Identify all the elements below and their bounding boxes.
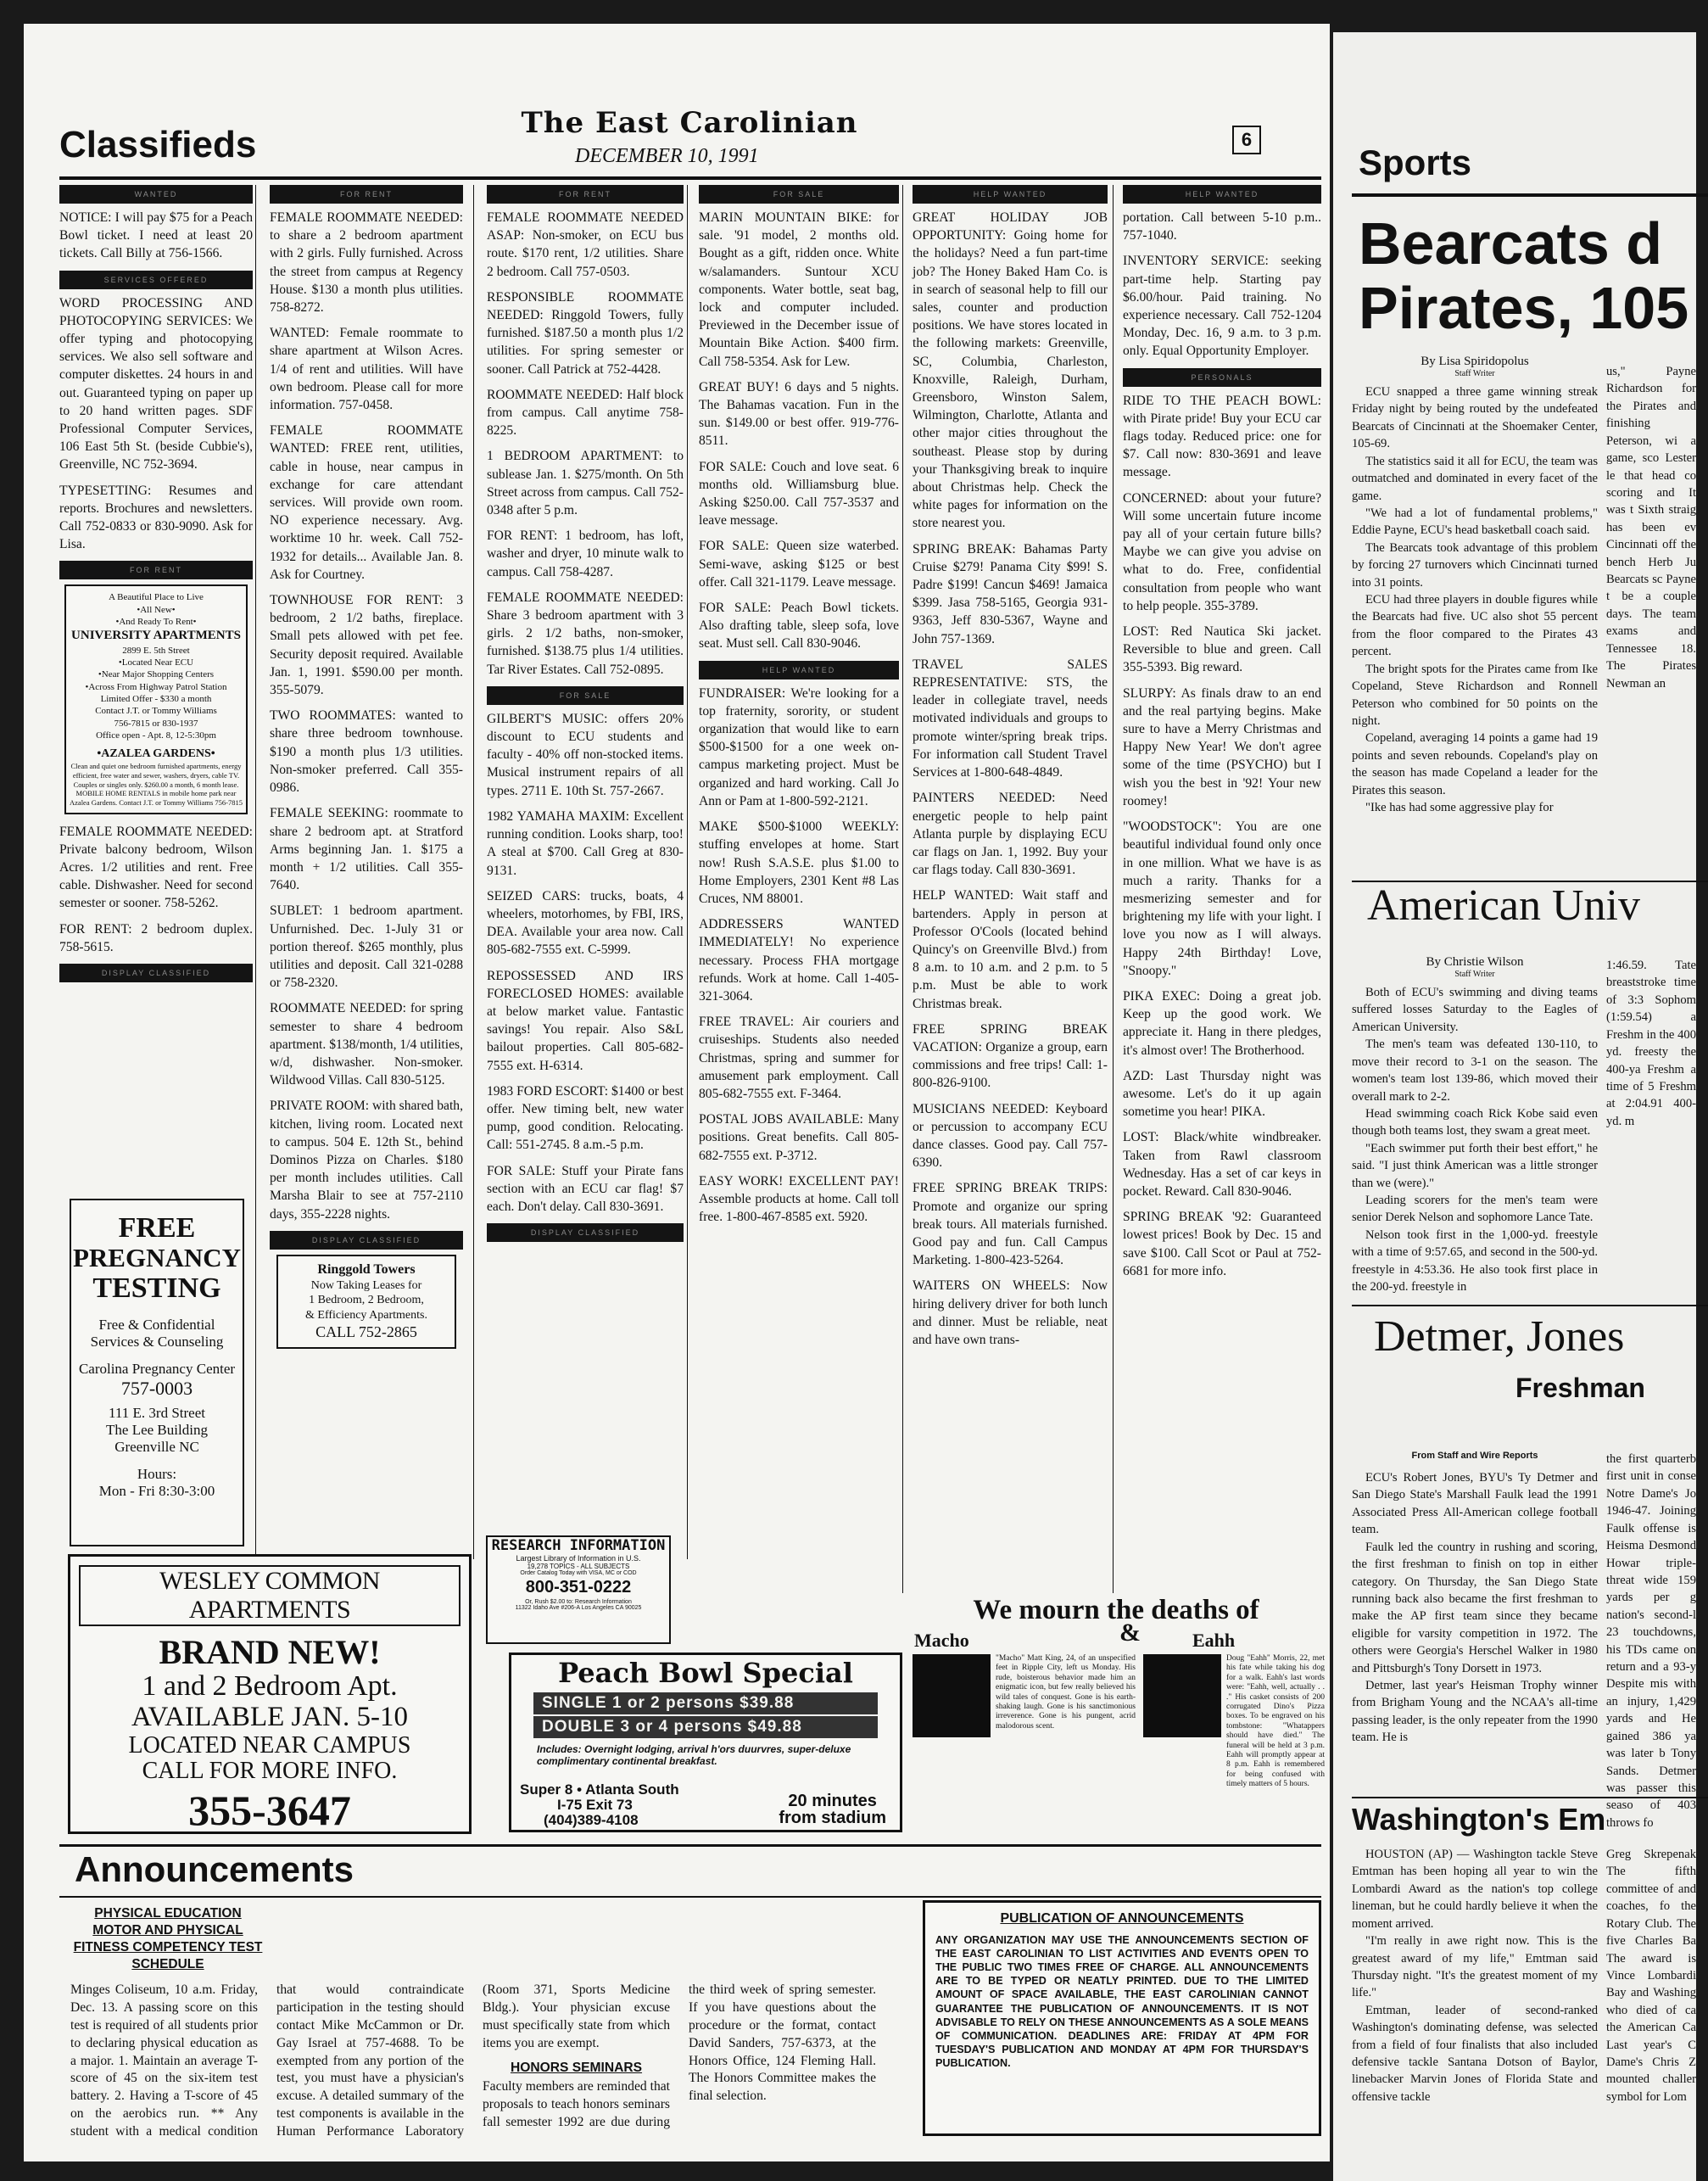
ad-title: Ringgold Towers (317, 1261, 416, 1277)
classified-ad: POSTAL JOBS AVAILABLE: Many positions. Great benefits. Call 805-682-7555 ext. P-3712. (699, 1112, 899, 1163)
byline: From Staff and Wire Reports (1411, 1451, 1538, 1461)
bearcats-story-continued: us," Payne Richardson for the Pirates and finishing Peterson, wi a game, sco Lester le that head co scoring and It was t Sixth straig has been ev Cincinnati off the bench Herb Ju Bearcats sc Payne t be a couple days. The team exams and Tennessee 18. The Pirates Newman an (1606, 365, 1696, 691)
mourn-ampersand: & (1119, 1619, 1141, 1647)
paragraph: "Ike has had some aggressive play for (1365, 801, 1554, 815)
ad-line: & Efficiency Apartments. (305, 1308, 427, 1322)
classified-ad: PAINTERS NEEDED: Need energetic people to help paint Atlanta purple by displaying ECU car flags on Jan. 1, 1992. Buy your car flags today. Call 830-3691. (913, 791, 1108, 878)
ad-line: Greenville NC (114, 1438, 199, 1455)
column-divider (1113, 185, 1114, 1593)
ad-phone: 757-0003 (120, 1377, 193, 1399)
mourn-text-macho: "Macho" Matt King, 24, of an unspecified feet in Ripple City, left us Monday. His rude, boisterous behavior made him an enigmatic icon, but few really believed his wild tales of conquest. Gone is his earth-shaking laugh. Gone is his sanctimonious irreverence. Gone is his pungent, acrid malodorous scent. (996, 1654, 1136, 1731)
announcements-rule (59, 1844, 1321, 1847)
classified-ad: AZD: Last Thursday night was awesome. Let's do it up again sometime you hear! PIKA. (1123, 1068, 1321, 1120)
sports-page (1333, 32, 1696, 2181)
paragraph: Faulk led the country in rushing and scoring, the first freshman to finish on top in either category. On Thursday, the San Diego State running back also became the first freshman to make the AP first team since they became eligible for varsity competition in 1972. The others were Georgia's Herschel Walker in 1980 and Pittsburgh's Tony Dorsett in 1973. (1352, 1540, 1598, 1675)
ad-line: LOCATED NEAR CAMPUS (128, 1731, 411, 1759)
masthead: The East Carolinian (521, 106, 858, 140)
headline-line: Pirates, 105 (1359, 274, 1689, 341)
column-2 (270, 185, 463, 1542)
ad-phone: CALL 752-2865 (315, 1323, 417, 1341)
bar-help-wanted: HELP WANTED (1123, 185, 1321, 204)
bar-for-rent: FOR RENT (270, 185, 463, 204)
paragraph: Leading scorers for the men's team were senior Derek Nelson and sophomore Lance Tate. (1352, 1194, 1598, 1225)
ad-line: 2899 E. 5th Street (122, 645, 190, 656)
classified-ad: ADDRESSERS WANTED IMMEDIATELY! No experience necessary. Process FHA mortgage refunds. Work at home. Call 1-405-321-3064. (699, 917, 899, 1004)
story-text (1352, 1469, 1598, 1826)
paragraph: Head swimming coach Rick Kobe said even though both teams lost, they swam a great meet. (1352, 1106, 1598, 1138)
ad-line: AVAILABLE JAN. 5-10 (131, 1702, 409, 1733)
ad-line: •Located Near ECU (118, 657, 194, 668)
paragraph: The men's team was defeated 130-110, to move their record to 3-1 on the season. The women's team lost 139-86, which moved their overall mark to 2-2. (1352, 1037, 1598, 1104)
mourn-right-name: Eahh (1192, 1630, 1236, 1651)
sports-rule (1352, 1305, 1708, 1306)
paragraph: The statistics said it all for ECU, the team was outmatched and dominated in every facet of the game. (1352, 454, 1598, 503)
bar-for-rent: FOR RENT (487, 185, 684, 204)
ad-line: 1 and 2 Bedroom Apt. (142, 1670, 398, 1702)
sports-section-title: Sports (1359, 143, 1472, 182)
classified-ad: CONCERNED: about your future? Will some uncertain future income pay all of your certain future bills? Maybe we can give you advise on what to do. Free, confidential consultation from people who want to help people. 355-3789. (1123, 490, 1321, 613)
classified-ad: GREAT BUY! 6 days and 5 nights. The Bahamas vacation. Fun in the sun. $149.00 or best offer. 919-776-8511. (699, 379, 899, 449)
ad-line: Order Catalog Today with VISA, MC or COD (520, 1570, 637, 1576)
column-divider (902, 185, 903, 1593)
ad-phone: 355-3647 (188, 1787, 351, 1835)
ad-line: Now Taking Leases for (310, 1278, 422, 1292)
paragraph: Both of ECU's swimming and diving teams suffered losses Saturday to the Eagles of American University. (1352, 986, 1598, 1034)
bar-personals: PERSONALS (1123, 368, 1321, 387)
bar-display-classified: DISPLAY CLASSIFIED (270, 1231, 463, 1250)
classified-ad: RIDE TO THE PEACH BOWL: with Pirate pride! Buy your ECU car flags today. Reduced price: one for $7. Call now: 830-3691 and leave message. (1123, 393, 1321, 480)
ad-line: The Lee Building (106, 1421, 208, 1438)
ad-line: 1 Bedroom, 2 Bedroom, (309, 1294, 424, 1307)
headline-detmer: Detmer, Jones (1374, 1312, 1625, 1361)
classified-ad: MARIN MOUNTAIN BIKE: for sale. '91 model, 2 months old. Bought as a gift, ridden once. White w/salamanders. Suntour XCU components. Water bottle, seat bag, lock and computer included. Previewed in the December issue of Mountain Bike Action. $400 firm. Call 758-5354. Ask for Lew. (699, 210, 899, 369)
honors-text: Faculty members are reminded that proposals to teach honors seminars fall semester 1992 are due during the third week of spring semester. If you have questions about the procedure or the format, contact David Sanders, 757-6373, at the Honors Office, 124 Fleming Hall. The Honors Committee makes the final selection. (483, 1982, 876, 2130)
ad-line: Super 8 • Atlanta South (520, 1781, 679, 1798)
ad-title: WESLEY COMMON APARTMENTS (79, 1565, 460, 1626)
mourn-left-name: Macho (914, 1630, 969, 1651)
pregnancy-testing-ad (70, 1199, 244, 1546)
paragraph: Copeland, averaging 14 points a game had 19 points and seven rebounds. Copeland's play on the season has made Copeland a leader for the Pirates this season. (1352, 731, 1598, 797)
classified-ad: WAITERS ON WHEELS: Now hiring delivery driver for both lunch and dinner. Must be reliable, neat and have own trans- (913, 1278, 1108, 1347)
ad-line: 11322 Idaho Ave #206-A Los Angeles CA 90025 (515, 1605, 642, 1611)
classified-ad: TWO ROOMMATES: wanted to share three bedroom townhouse. $190 a month plus 1/3 utilities. Non-smoker preferred. Call 355-0986. (270, 708, 463, 796)
publication-text: ANY ORGANIZATION MAY USE THE ANNOUNCEMENTS SECTION OF THE EAST CAROLINIAN TO LIST ACTIVITIES AND EVENTS OPEN TO THE PUBLIC TWO TIMES FREE OF CHARGE. ALL ANNOUNCEMENTS ARE TO BE TYPED OR NEATLY PRINTED. DUE TO THE LIMITED AMOUNT OF SPACE AVAILABLE, THE EAST CAROLINIAN CANNOT GUARANTEE THE PUBLICATION OF ANNOUNCEMENTS. IT IS NOT ADVISABLE TO RELY ON THESE ANNOUNCEMENTS AS A SOLE MEANS OF COMMUNICATION. DEADLINES ARE: FRIDAY AT 4PM FOR TUESDAY'S PUBLICATION AND MONDAY AT 4PM FOR THURSDAY'S PUBLICATION. (935, 1934, 1309, 2069)
announcements-body (70, 1982, 876, 2151)
paragraph: HOUSTON (AP) — Washington tackle Steve Emtman has been hoping all year to win the Lombardi Award as the nation's top college lineman, but he could hardly believe it when the moment arrived. (1352, 1848, 1598, 1931)
ad-line: Limited Offer - $330 a month (100, 694, 212, 705)
detmer-story-continued: the first quarterb first unit in conse Notre Dame's Jo 1946-47. Joining Faulk offense is Heisma Desmond Howar triple-threat wide 159 yards per g nation's second-l 23 touchdowns, his TDs came on return and a 93-y Despite mis with an injury, 1,429 yards and He gained 386 ya was later b Tony Sands. Detmer was passer this seaso of 403 throws fo (1606, 1452, 1696, 1830)
ad-line: 20 minutes (788, 1792, 877, 1810)
announcements-title: Announcements (75, 1849, 354, 1889)
swimming-story (1352, 955, 1598, 1345)
ad-phone: 800-351-0222 (525, 1578, 632, 1597)
classified-ad: FUNDRAISER: We're looking for a top fraternity, sorority, or student organization that would like to earn $500-$1500 for a one week on-campus marketing project. Must be organized and hard working. Call Jo Ann or Pam at 1-800-592-2121. (699, 685, 899, 808)
classified-ad: SEIZED CARS: trucks, boats, 4 wheelers, motorhomes, by FBI, IRS, DEA. Available your area now. Call 805-682-7555 ext. C-5999. (487, 888, 684, 958)
macho-photo (913, 1654, 991, 1737)
classified-ad: INVENTORY SERVICE: seeking part-time help. Starting pay $6.00/hour. Paid training. No experience necessary. Call 752-1204 Monday, Dec. 16, 9 a.m. to 3 p.m. only. Equal Opportunity Employer. (1123, 254, 1321, 359)
ad-line: BRAND NEW! (159, 1633, 381, 1671)
classified-ad: FREE SPRING BREAK VACATION: Organize a group, earn commissions and free trips! Call: 1-800-826-9100. (913, 1021, 1108, 1091)
classified-ad: 1983 FORD ESCORT: $1400 or best offer. New timing belt, new water pump, good condition. Relocating. Call: 551-2745. 8 a.m.-5 p.m. (487, 1083, 684, 1153)
bar-display-classified: DISPLAY CLASSIFIED (487, 1223, 684, 1242)
byline: By Lisa Spiridopolus (1421, 355, 1529, 368)
issue-date: DECEMBER 10, 1991 (575, 145, 759, 167)
ad-line: 756-7815 or 830-1937 (114, 718, 198, 729)
ad-title: RESEARCH INFORMATION (491, 1537, 666, 1554)
classified-ad: FOR RENT: 2 bedroom duplex. 758-5615. (59, 921, 253, 954)
ad-line: A Beautiful Place to Live (109, 592, 204, 603)
column-5 (913, 185, 1108, 1593)
headline-bearcats (1359, 212, 1688, 340)
ad-line: I-75 Exit 73 (557, 1796, 633, 1813)
bar-wanted: WANTED (59, 185, 253, 204)
paragraph: ECU had three players in double figures while the Bearcats had five. UC also shot 55 percent from the floor compared to the Pirates 43 percent. (1352, 593, 1598, 659)
paragraph: "We had a lot of fundamental problems," Eddie Payne, ECU's head basketball coach said. (1352, 506, 1598, 538)
bar-help-wanted: HELP WANTED (913, 185, 1108, 204)
page-number: 6 (1232, 126, 1261, 154)
ad-line: Mon - Fri 8:30-3:00 (98, 1482, 215, 1499)
ad-title: UNIVERSITY APARTMENTS (71, 629, 241, 643)
story-text (1352, 383, 1598, 901)
ad-title: •AZALEA GARDENS• (97, 747, 215, 761)
bar-for-rent: FOR RENT (59, 561, 253, 579)
classified-ad: FREE TRAVEL: Air couriers and cruiseships. Students also needed Christmas, spring and summer for amusement park employment. Call 805-682-7555 ext. F-3464. (699, 1015, 899, 1101)
ad-title: Peach Bowl Special (558, 1657, 853, 1689)
classified-ad: FEMALE ROOMMATE NEEDED: Share 3 bedroom apartment with 3 girls. 2 1/2 baths, non-smoker, furnished. $138.75 plus 1/4 utilities. Tar River Estates. Call 752-0895. (487, 590, 684, 677)
classified-ad: LOST: Black/white windbreaker. Taken from Rawl classroom Wednesday. Has a set of car keys in pocket. Reward. Call 830-9046. (1123, 1130, 1321, 1199)
classified-ad: MAKE $500-$1000 WEEKLY: stuffing envelopes at home. Start now! Rush S.A.S.E. plus $1.00 to Home Employers, 2301 Kent #8 Las Cruces, NM 88001. (699, 819, 899, 906)
classified-ad: "WOODSTOCK": You are one beautiful individual found only once in one million. What we have is as much a rarity. Thanks for a mesmerizing semester and for brightening my life with your light. I love you now as I will always. Happy 24th Birthday! Love, "Snoopy." (1123, 819, 1321, 978)
publication-notice (923, 1900, 1321, 2136)
headline-line: Bearcats d (1359, 210, 1662, 277)
classified-ad: FOR SALE: Stuff your Pirate fans section with an ECU car flag! $7 each. Don't delay. Call 830-3691. (487, 1163, 684, 1214)
classified-ad: FEMALE ROOMMATE WANTED: FREE rent, utilities, cable in house, near campus in exchange for care attendant services. Will provide own room. NO experience necessary. Avg. worktime 10 hr. week. Call 752-1932 for details... Available Jan. 8. Ask for Courtney. (270, 423, 463, 582)
ad-price-single: SINGLE 1 or 2 persons $39.88 (533, 1692, 878, 1714)
ad-line: 19,278 TOPICS - ALL SUBJECTS (527, 1563, 630, 1570)
classified-ad: FREE SPRING BREAK TRIPS: Promote and organize our spring break tours. All materials furnished. Good pay and fun. Call Campus Marketing. 1-800-423-5264. (913, 1181, 1108, 1268)
classified-ad: PRIVATE ROOM: with shared bath, kitchen, living room. Located next to campus. 504 E. 12th St., behind Dominos Pizza on Charles. $180 per month includes utilities. Call Marsha Blair to see at 757-2110 days, 355-2228 nights. (270, 1099, 463, 1222)
paragraph: The Bearcats took advantage of this problem by forcing 27 turnovers which Cincinnati turned into 31 points. (1352, 540, 1598, 590)
paragraph: Nelson took first in the 1,000-yd. freestyle with a time of 9:57.65, and second in the 500-yd. freestyle in 4:53.36. He also took first place in the 200-yd. freestyle in (1352, 1228, 1598, 1295)
classified-ad: SPRING BREAK: Bahamas Party Cruise $279! Panama City $99! S. Padre $199! Cancun $469! Jamaica $399. Jasa 758-5165, Georgia 931-9363, Jeff 830-5367, Wayne and John 757-1369. (913, 541, 1108, 646)
classified-ad: TOWNHOUSE FOR RENT: 3 bedroom, 2 1/2 baths, fireplace. Small pets allowed with pet fee. Security deposit required. Available Jan. 1, 1991. $590.00 per month. 355-5079. (270, 593, 463, 698)
classified-ad: WANTED: Female roommate to share apartment at Wilson Acres. 1/4 of rent and utilities. Will have own bedroom. Please call for more information. 757-0458. (270, 326, 463, 413)
mourn-text-eahh: Doug "Eahh" Morris, 22, met his fate while taking his dog for a walk. Eahh's last words were: "Eahh, well, actually . . ." His casket consists of 200 corrugated Dino's Pizza boxes. To be engraved on his tombstone: "Whatappers should have died." The funeral will be held at 3 p.m. Eahh will promptly appear at 8 p.m. Eahh is remembered for being confused with timely matters of 5 hours. (1226, 1654, 1325, 1789)
column-3 (487, 185, 684, 1525)
classified-ad: 1 BEDROOM APARTMENT: to sublease Jan. 1. $275/month. On 5th Street across from campus. Call 752-0348 after 5 p.m. (487, 449, 684, 518)
announcements-rule-2 (59, 1896, 1321, 1898)
classified-ad: SLURPY: As finals draw to an end and the real partying begins. Make sure to have a Merry Christmas and Happy New Year! We don't agree some of the time (PSYCHO) but I wish you the best in '92! Your new roomey! (1123, 685, 1321, 808)
mourn-title: We mourn the deaths of (973, 1595, 1259, 1625)
ad-line: Hours: (137, 1465, 177, 1482)
classified-ad: TRAVEL SALES REPRESENTATIVE: STS, the leader in collegiate travel, needs motivated individuals and groups to promote winter/spring break trips. For information call Student Travel Services at 1-800-648-4849. (913, 657, 1108, 780)
ad-line: Office open - Apt. 8, 12-5:30pm (96, 730, 216, 741)
ad-price-double: DOUBLE 3 or 4 persons $49.88 (533, 1716, 878, 1738)
paragraph: ECU's Robert Jones, BYU's Ty Detmer and San Diego State's Marshall Faulk lead the 1991 Associated Press All-American college football team. (1352, 1471, 1598, 1537)
sports-rule (1352, 1797, 1708, 1798)
paragraph: "Each swimmer put forth their best effort," he said. "I just think American was a little stronger than we (were)." (1352, 1141, 1598, 1190)
classified-ad: FOR SALE: Couch and love seat. 6 months old. Williamsburg blue. Asking $250.00. Call 757-3537 and leave message. (699, 459, 899, 528)
university-apartments-ad (64, 584, 248, 814)
classified-ad: FEMALE SEEKING: roommate to share 2 bedroom apt. at Stratford Arms beginning Jan. 1. $175 a month + 1/2 utilities. Call 355-7640. (270, 806, 463, 893)
ad-phone: (404)389-4108 (544, 1811, 639, 1828)
ad-line: •All New• (137, 604, 176, 615)
ad-line: 111 E. 3rd Street (109, 1404, 205, 1421)
classified-ad: HELP WANTED: Wait staff and bartenders. Apply in person at Professor O'Cools (located behind Quincy's on Greenville Blvd.) from 8 a.m. to 10 a.m. and 2 p.m. to 5 p.m. Must be able to work Christmas break. (913, 888, 1108, 1011)
sports-rule (1352, 193, 1708, 197)
ad-title: TESTING (92, 1272, 221, 1305)
ad-line: Clean and quiet one bedroom furnished apartments, energy efficient, free water and sewer, washers, dryers, cable TV. Couples or singles only. $260.00 a month, 6 month lease. MOBILE HOME RENTALS in mobile home park near Azalea Gardens. Contact J.T. or Tommy Williams 756-7815 (70, 762, 243, 807)
bar-for-sale: FOR SALE (487, 686, 684, 705)
story-text (1352, 984, 1598, 1340)
byline-title: Staff Writer (1454, 369, 1495, 378)
classified-ad: ROOMMATE NEEDED: for spring semester to share 4 bedroom apartment. $138/month, 1/4 utilities, w/d, dishwasher. Non-smoker. Wildwood Villas. Call 830-5125. (270, 1001, 463, 1088)
subheadline-freshman: Freshman (1515, 1373, 1645, 1403)
ad-line: Contact J.T. or Tommy Williams (95, 706, 217, 717)
classified-ad: WORD PROCESSING AND PHOTOCOPYING SERVICES: We offer typing and photocopying services. We also sell software and computer diskettes. 24 hours in and out. Guaranteed typing on paper up to 20 hand written pages. SDF Professional Computer Services, 106 East 5th St. (beside Cubbie's), Greenville, NC 752-3694. (59, 295, 253, 473)
classified-ad: 1982 YAMAHA MAXIM: Excellent running condition. Looks sharp, too! A steal at $700. Call Greg at 830-9131. (487, 808, 684, 878)
classified-ad: FOR SALE: Peach Bowl tickets. Also drafting table, sleep sofa, love seat. Must sell. Call 830-9046. (699, 601, 899, 652)
classifieds-page (24, 24, 1330, 2161)
bearcats-story (1352, 355, 1598, 898)
column-divider (687, 185, 688, 1559)
headline-washington: Washington's Em (1352, 1802, 1606, 1837)
classified-ad: FOR SALE: Queen size waterbed. Semi-wave, asking $125 or best offer. Call 321-1179. Leave message. (699, 539, 899, 590)
column-4 (699, 185, 899, 1585)
bar-display-classified: DISPLAY CLASSIFIED (59, 964, 253, 982)
classified-ad: LOST: Red Nautica Ski jacket. Reversible to blue and green. Call 355-5393. Big reward. (1123, 624, 1321, 675)
ad-line: •Near Major Shopping Centers (98, 669, 215, 680)
classified-ad: FOR RENT: 1 bedroom, has loft, washer and dryer, 10 minute walk to campus. Call 758-4287. (487, 528, 684, 579)
classified-ad: MUSICIANS NEEDED: Keyboard or percussion to accompany ECU dance classes. Good pay. Call 757-6390. (913, 1101, 1108, 1171)
pe-text: Minges Coliseum, 10 a.m. Friday, Dec. 13. A passing score on this test is required of all students prior to declaring physical education as a major. 1. Maintain an average T-score of 45 on the six-item test battery. 2. Having a T-score of 45 on the aerobics run. ** Any student with a medical condition that would contraindicate participation in the testing should contact Mike McCammon or Dr. Gay Israel at 757-4688. To be exempted from any portion of the test, you must have a physician's excuse. A detailed summary of the test components is available in the Human Performance Laboratory (Room 371, Sports Medicine Bldg.). Your physician excuse must specifically state from which items you are exempt. (70, 1982, 670, 2139)
paragraph: ECU snapped a three game winning streak Friday night by being routed by the undefeated Bearcats of Cincinnati at the Shoemaker Center, 105-69. (1352, 385, 1598, 451)
headline-american: American Univ (1367, 881, 1641, 930)
classified-ad: NOTICE: I will pay $75 for a Peach Bowl ticket. I need at least 20 tickets. Call Billy at 756-1566. (59, 210, 253, 261)
classified-ad: SUBLET: 1 bedroom apartment. Unfurnished. Dec. 1-July 31 or portion thereof. $265 monthly, plus utilities and deposit. Call 321-0288 or 758-2320. (270, 903, 463, 991)
classified-ad: SPRING BREAK '92: Guaranteed lowest prices! Book by Dec. 15 and save $100. Call Scot or Paul at 752-6681 for more info. (1123, 1210, 1321, 1278)
publication-heading: PUBLICATION OF ANNOUNCEMENTS (1000, 1911, 1244, 1926)
ad-line: Largest Library of Information in U.S. (516, 1554, 641, 1563)
emtman-story (1352, 1846, 1598, 2181)
paragraph: Detmer, last year's Heisman Trophy winner from Brigham Young and the NCAA's all-time passing leader, is the only repeater from the 1990 team. He is (1352, 1679, 1598, 1745)
emtman-story-continued: Greg Skrepenak The fifth committee of and coaches, fo the Rotary Club. The five Charles Ba The award is Vince Lombardi Bay and Washing who died of ca the American Ca Last year's C Dame's Chris Z mounted challer symbol for Lom (1606, 1848, 1696, 2104)
header-rule (59, 176, 1321, 180)
ad-line: CALL FOR MORE INFO. (142, 1758, 398, 1785)
research-information-ad (486, 1535, 671, 1644)
paragraph: "I'm really in awe right now. This is the greatest award of my life," Emtman said Thursday night. "It's the greatest moment of my life." (1352, 1934, 1598, 2000)
bar-help-wanted: HELP WANTED (699, 661, 899, 679)
column-divider (473, 185, 474, 1559)
ad-title: FREE (118, 1212, 196, 1244)
section-title: Classifieds (59, 124, 257, 165)
swimming-story-continued: 1:46.59. Tate breaststroke time of 3:3 Sophom (1:59.54) a Freshm in the 400 yd. freesty the 400-ya Freshm a time of 5 Freshm at 2:04.91 400-yd. m (1606, 959, 1696, 1128)
ad-line: •And Ready To Rent• (115, 617, 197, 628)
ad-line: Or, Rush $2.00 to: Research Information (525, 1599, 632, 1605)
classified-ad: EASY WORK! EXCELLENT PAY! Assemble products at home. Call toll free. 1-800-467-8585 ext. 5920. (699, 1173, 899, 1225)
pe-heading: PHYSICAL EDUCATION MOTOR AND PHYSICAL FITNESS COMPETENCY TEST SCHEDULE (73, 1906, 263, 1972)
ad-line: Carolina Pregnancy Center (78, 1360, 236, 1377)
ad-line: Includes: Overnight lodging, arrival h'ors duurvres, super-deluxe complimentary continental breakfast. (537, 1743, 851, 1768)
ad-line: •Across From Highway Patrol Station (85, 681, 227, 692)
classified-ad: GREAT HOLIDAY JOB OPPORTUNITY: Going home for the holidays? Need a fun part-time job? The Honey Baked Ham Co. is in search of seasonal help to fill our sales, counter and production positions. We have stores located in the following markets: Greenville, SC, Columbia, Charleston, Knoxville, Raleigh, Durham, Greensboro, Winston Salem, Wilmington, Charlotte, Atlanta and other major cities throughout the southeast. Please stop by during your Thanksgiving break to inquire about Christmas help. Check the white pages for information on the store nearest you. (913, 210, 1108, 531)
classified-ad: GILBERT'S MUSIC: offers 20% discount to ECU students and faculty - 40% off non-stocked items. Musical instrument repairs of all types. 2711 E. 10th St. 757-2667. (487, 711, 684, 798)
classified-ad: portation. Call between 5-10 p.m.. 757-1040. (1123, 210, 1321, 243)
column-6 (1123, 185, 1321, 1593)
bar-for-sale: FOR SALE (699, 185, 899, 204)
classified-ad: FEMALE ROOMMATE NEEDED ASAP: Non-smoker, on ECU bus route. $170 rent, 1/2 utilities. Share 2 bedroom. Call 757-0503. (487, 210, 684, 279)
byline: By Christie Wilson (1426, 955, 1524, 969)
classified-ad: PIKA EXEC: Doing a great job. Keep up the good work. We appreciate it. Hang in there pledges, it's almost over! The Brotherhood. (1123, 988, 1321, 1058)
classified-ad: TYPESETTING: Resumes and reports. Brochures and newsletters. Call 752-0833 or 830-9090. Ask for Lisa. (59, 483, 253, 552)
wesley-common-ad (68, 1554, 472, 1834)
ad-line: from stadium (779, 1809, 886, 1827)
detmer-story (1352, 1451, 1598, 1841)
ad-title: PREGNANCY (72, 1243, 242, 1273)
byline-title: Staff Writer (1454, 970, 1495, 979)
classified-ad: FEMALE ROOMMATE NEEDED: Private balcony bedroom, Wilson Acres. 1/2 utilities and rent. Free cable. Dishwasher. Need for second semester or sooner. 758-5262. (59, 824, 253, 911)
ad-line: Free & Confidential Services & Counseling (90, 1316, 224, 1350)
classified-ad: RESPONSIBLE ROOMMATE NEEDED: Ringgold Towers, fully furnished. $187.50 a month plus 1/2 utilities. For spring semester or sooner. Call Patrick at 752-4428. (487, 289, 684, 377)
eahh-photo (1143, 1654, 1221, 1737)
classified-ad: ROOMMATE NEEDED: Half block from campus. Call anytime 758-8225. (487, 387, 684, 439)
paragraph: Emtman, leader of second-ranked Washington's dominating defense, was selected from a field of four finalists that also included defensive tackle Santana Dotson of Baylor, linebacker Marvin Jones of Florida State and offensive tackle (1352, 2003, 1598, 2104)
classified-ad: REPOSSESSED AND IRS FORECLOSED HOMES: available at below market value. Fantastic savings! You repair. Also S&L bailout properties. Call 805-682-7555 ext. H-6314. (487, 968, 684, 1073)
bar-services: SERVICES OFFERED (59, 271, 253, 289)
honors-heading: HONORS SEMINARS (510, 2060, 643, 2075)
column-divider (255, 185, 256, 1559)
classified-ad: FEMALE ROOMMATE NEEDED: to share a 2 bedroom apartment with 2 girls. Fully furnished. Across the street from campus at Regency House. $130 a month plus utilities. 758-8272. (270, 210, 463, 316)
ringgold-towers-ad (276, 1255, 456, 1349)
paragraph: The bright spots for the Pirates came from Ike Copeland, Steve Richardson and Ronnell Peterson who combined for 50 points on the night. (1352, 662, 1598, 729)
peach-bowl-special-ad (509, 1653, 902, 1832)
column-1 (59, 185, 253, 1186)
